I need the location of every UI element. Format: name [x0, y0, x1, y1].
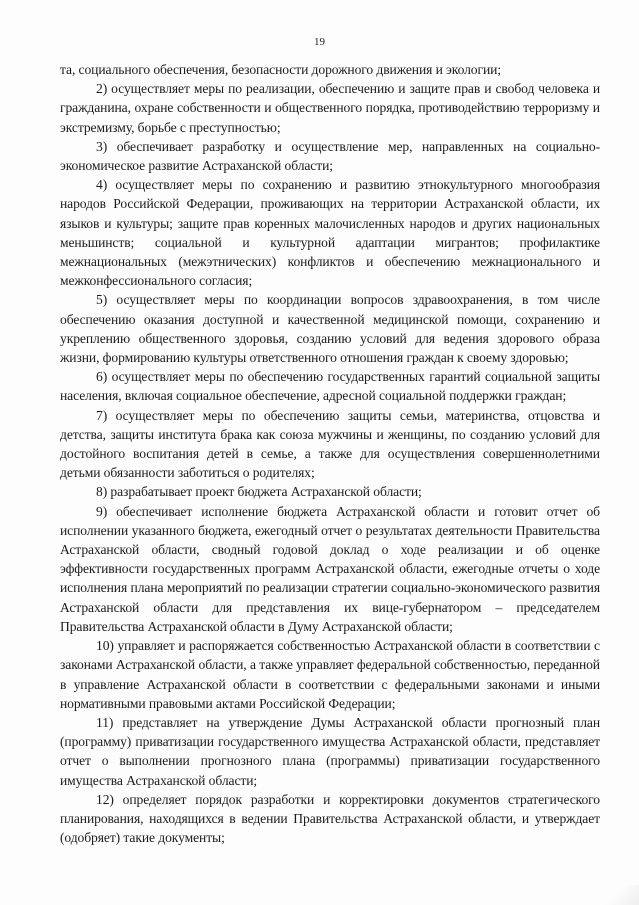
paragraph-item-9: 9) обеспечивает исполнение бюджета Астраханской области и готовит отчет об исполнении указанного бюджета, ежегодный отчет о результатах деятельности Правительства Астраханской области, сводный годовой доклад о ходе реализации и об оценке эффективности государственных программ Астраханской области, ежегодные отчеты о ходе исполнения плана мероприятий по реализации стратегии социально-экономического развития Астраханской области для представления их вице-губернатором – председателем Правительства Астраханской области в Думу Астраханской области;: [60, 503, 600, 634]
paragraph-item-6: 6) осуществляет меры по обеспечению государственных гарантий социальной защиты населения, включая социальное обеспечение, адресной социальной поддержки граждан;: [60, 369, 600, 404]
paragraph-item-10: 10) управляет и распоряжается собственностью Астраханской области в соответствии с законами Астраханской области, а также управляет федеральной собственностью, переданной в управление Астраханской области в соответствии с федеральными законами и иными нормативными правовыми актами Российской Федерации;: [60, 638, 600, 711]
scan-corner-shade: [589, 885, 639, 905]
page-number: 19: [314, 36, 325, 48]
paragraph-item-8: 8) разрабатывает проект бюджета Астраханской области;: [96, 484, 422, 500]
paragraph-item-3: 3) обеспечивает разработку и осуществление мер, направленных на социально-экономическое развитие Астраханской области;: [60, 138, 600, 174]
document-body: [60, 60, 600, 847]
paragraph-item-7: 7) осуществляет меры по обеспечению защиты семьи, материнства, отцовства и детства, защиты института брака как союза мужчины и женщины, по созданию условий для достойного воспитания детей в семье, а также для осуществления совершеннолетними детьми обязанности заботиться о родителях;: [60, 407, 600, 481]
paragraph-item-4: 4) осуществляет меры по сохранению и развитию этнокультурного многообразия народов Российской Федерации, проживающих на территории Астраханской области, их языков и культуры; защите прав коренных малочисленных народов и других национальных меньшинств; социальной и культурной адаптации мигрантов; профилактике межнациональных (межэтнических) конфликтов и обеспечению межнационального и межконфессионального согласия;: [60, 177, 600, 289]
paragraph-item-12: 12) определяет порядок разработки и корректировки документов стратегического планирования, находящихся в ведении Правительства Астраханской области, и утверждает (одобряет) такие документы;: [60, 791, 600, 846]
paragraph-continuation: та, социального обеспечения, безопасности дорожного движения и экологии;: [60, 62, 502, 77]
paragraph-item-11: 11) представляет на утверждение Думы Астраханской области прогнозный план (программу) приватизации государственного имущества Астраханской области, представляет отчет о выполнении прогнозного плана (программы) приватизации государственного имущества Астраханской области;: [60, 714, 600, 788]
paragraph-item-5: 5) осуществляет меры по координации вопросов здравоохранения, в том числе обеспечению оказания доступной и качественной медицинской помощи, сохранению и укреплению общественного здоровья, созданию условий для ведения здорового образа жизни, формированию культуры ответственного отношения граждан к своему здоровью;: [60, 292, 600, 366]
paragraph-item-2: 2) осуществляет меры по реализации, обеспечению и защите прав и свобод человека и гражданина, охране собственности и общественного порядка, противодействию терроризму и экстремизму, борьбе с преступностью;: [60, 81, 600, 135]
